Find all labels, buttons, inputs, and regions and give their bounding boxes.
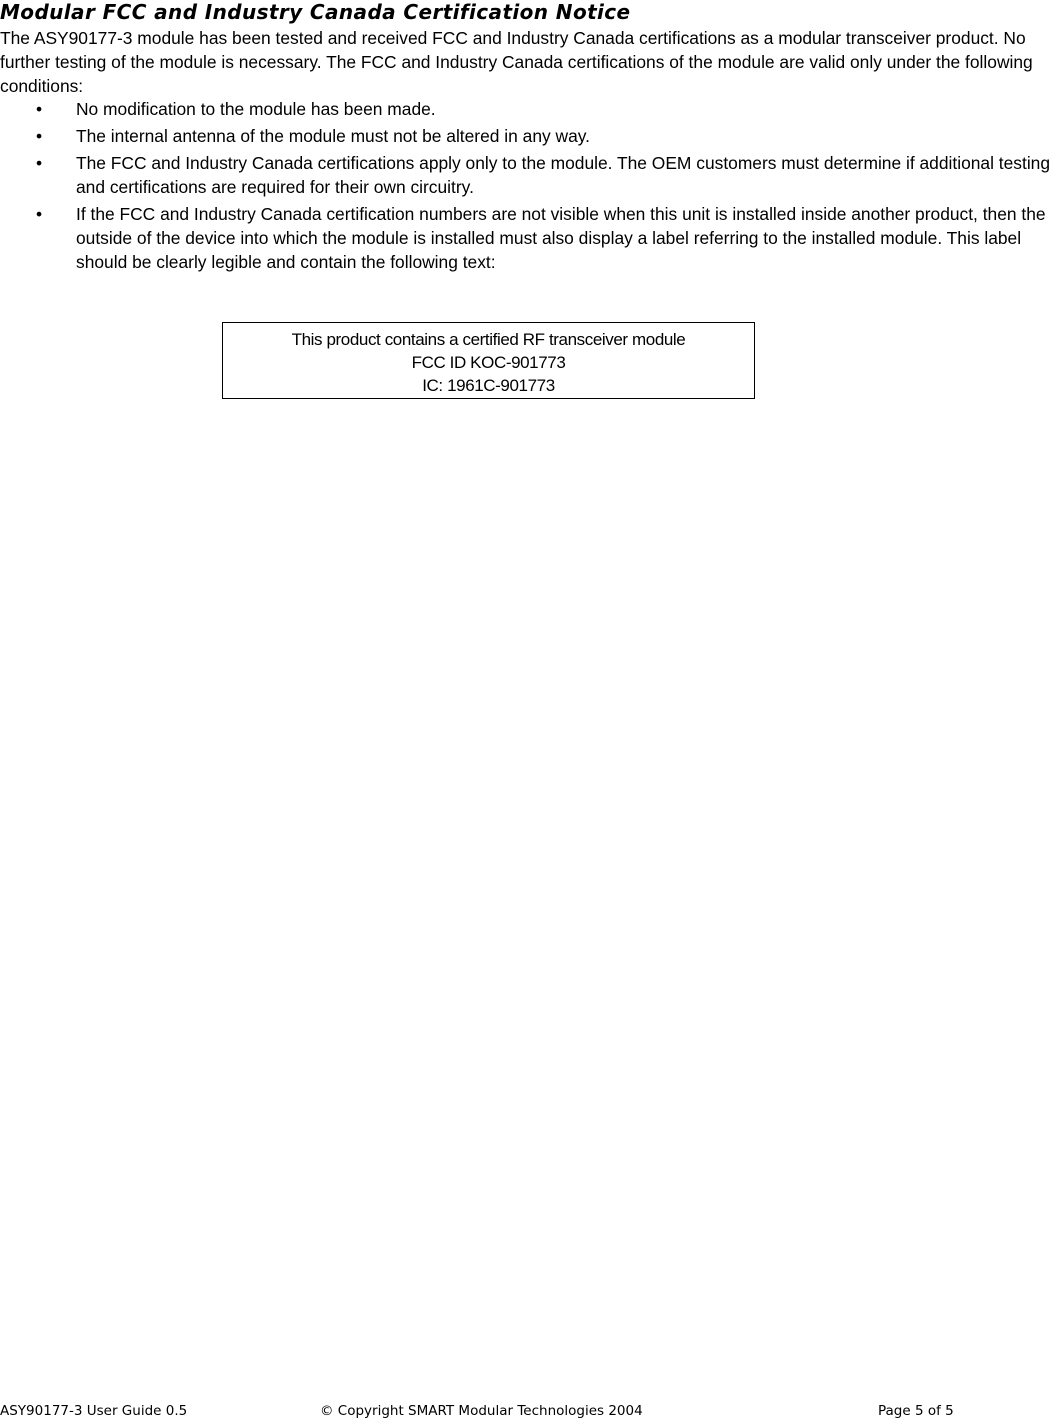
bullet-icon: • <box>36 126 43 146</box>
footer-document-title: ASY90177-3 User Guide 0.5 <box>0 1403 188 1419</box>
conditions-list <box>0 97 1064 277</box>
page-footer <box>0 1401 1064 1421</box>
condition-text: The internal antenna of the module must not be altered in any way. <box>76 126 590 146</box>
intro-paragraph: The ASY90177-3 module has been tested and received FCC and Industry Canada certifications as a modular transceiver product. No further testing of the module is necessary. The FCC and Industry Canada certifications of the module are valid only under the following conditions: <box>0 28 1033 96</box>
footer-copyright: © Copyright SMART Modular Technologies 2004 <box>320 1403 643 1419</box>
bullet-icon: • <box>36 153 43 173</box>
label-line-fcc-id: FCC ID KOC-901773 <box>411 353 566 372</box>
condition-item <box>0 151 1064 199</box>
condition-text: The FCC and Industry Canada certifications apply only to the module. The OEM customers must determine if additional testing and certifications are required for their own circuitry. <box>76 153 1051 197</box>
footer-page-number: Page 5 of 5 <box>878 1403 954 1419</box>
condition-text: No modification to the module has been made. <box>76 99 436 119</box>
condition-text: If the FCC and Industry Canada certification numbers are not visible when this unit is installed inside another product, then the outside of the device into which the module is installed must also display a label referring to the installed module. This label should be clearly legible and contain the following text: <box>76 204 1046 272</box>
label-line-module: This product contains a certified RF transceiver module <box>291 330 686 349</box>
bullet-icon: • <box>36 204 43 224</box>
condition-item <box>0 97 1064 121</box>
certification-label-box <box>222 322 755 399</box>
bullet-icon: • <box>36 99 43 119</box>
page-heading: Modular FCC and Industry Canada Certification Notice <box>0 0 631 24</box>
label-line-ic: IC: 1961C-901773 <box>422 376 555 395</box>
condition-item <box>0 124 1064 148</box>
condition-item <box>0 202 1064 274</box>
